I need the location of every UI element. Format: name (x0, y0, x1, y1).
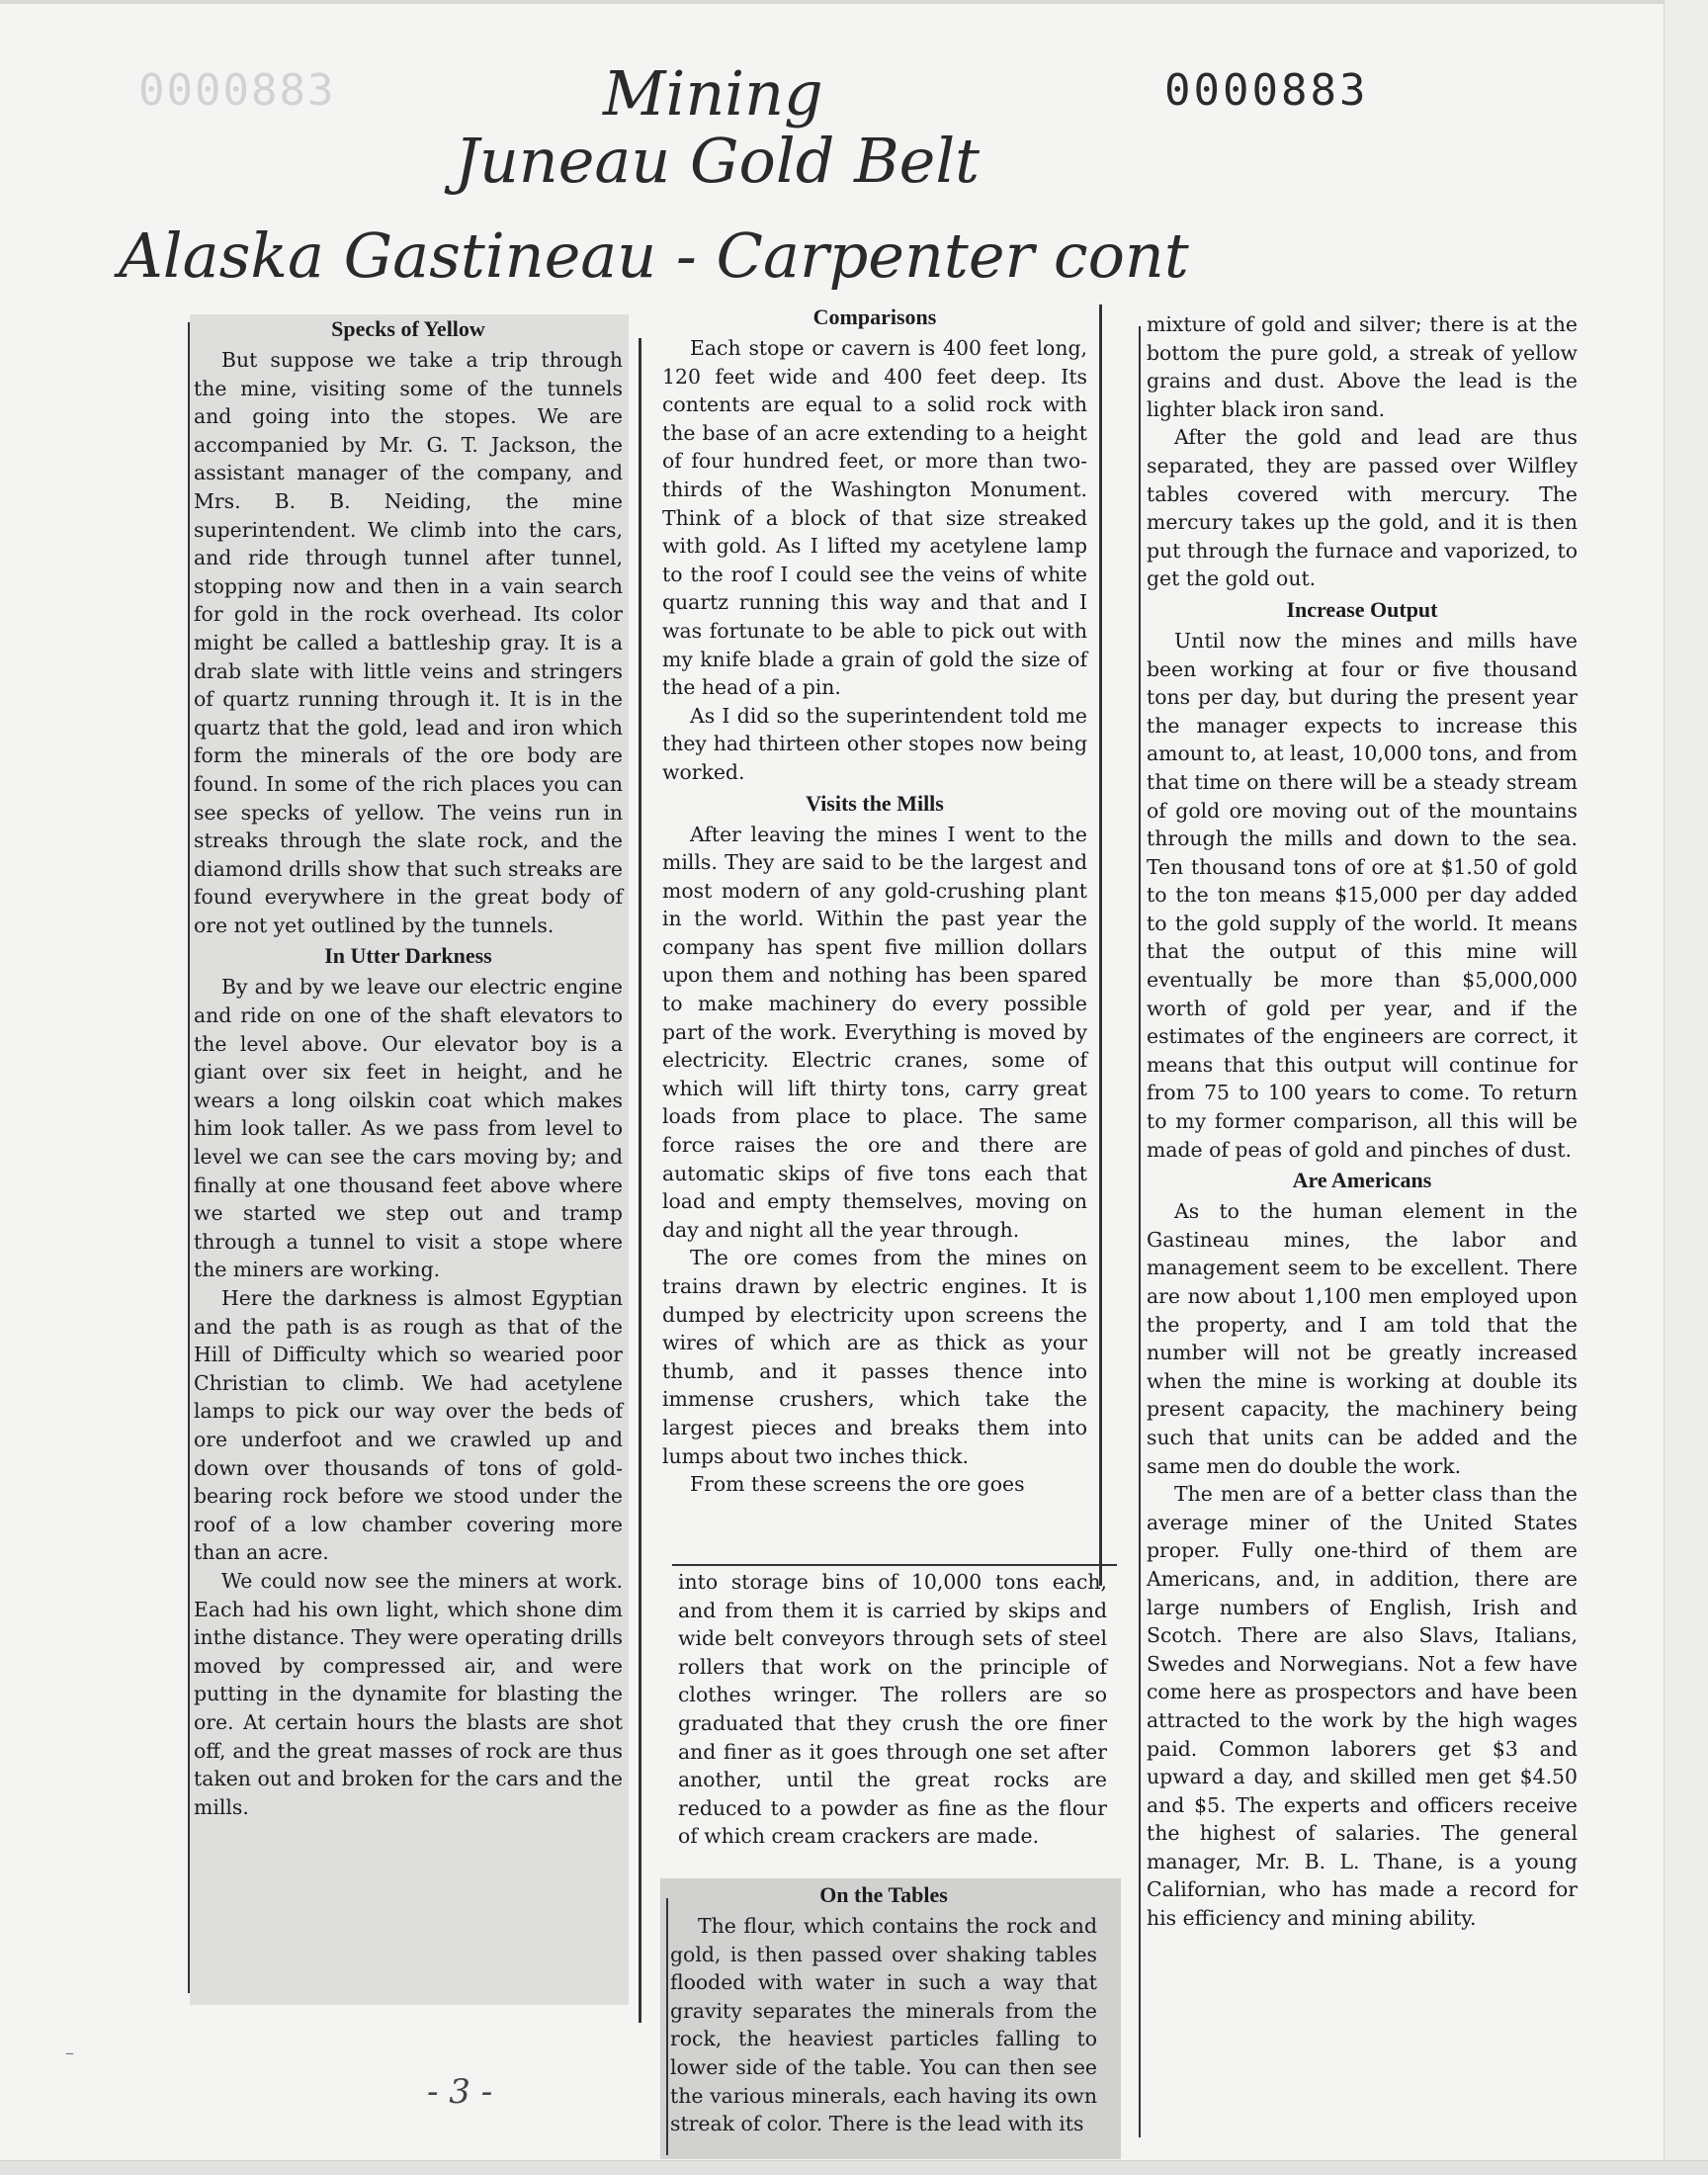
section-heading: Comparisons (812, 304, 937, 329)
paragraph: mixture of gold and silver; there is at the bottom the pure gold, a streak of yellow grains and dust. Above the lead is the lighter black iron sand. (1147, 312, 1578, 421)
paragraph: Each stope or cavern is 400 feet long, 120 feet wide and 400 feet deep. Its contents are equal to a solid rock with the base of an acre extending to a height of four hundred feet, or more than two-thirds of the Washington Monument. Think of a block of that size streaked with gold. As I lifted my acetylene lamp to the roof I could see the veins of white quartz running this way and that and I was fortunate to be able to pick out with my knife blade a grain of gold the size of the head of a pin. (662, 336, 1087, 700)
faded-archive-stamp: 0000883 (138, 65, 336, 116)
paragraph: into storage bins of 10,000 tons each, and from them it is carried by skips and wide belt conveyors through sets of steel rollers that work on the principle of clothes wringer. The rollers are so graduated that they crush the ore finer and finer as it goes through one set after another, until the great rocks are reduced to a powder as fine as the flour of which cream crackers are made. (678, 1570, 1107, 1849)
paragraph: The ore comes from the mines on trains drawn by electric engines. It is dumped by electricity upon screens the wires of which are as thick as your thumb, and it passes thence into immense crushers, which take the largest pieces and breaks them into lumps about two inches thick. (662, 1246, 1087, 1468)
paragraph: Here the darkness is almost Egyptian and the path is as rough as that of the Hill of Difficulty which so wearied poor Christian to climb. We had acetylene lamps to pick our way over the beds of ore underfoot and we crawled up and down over thousands of tons of gold-bearing rock before we stood under the roof of a low chamber covering more than an acre. (194, 1286, 623, 1565)
section-heading: Specks of Yellow (331, 316, 485, 341)
handwritten-note-alaska: Alaska Gastineau - Carpenter cont (119, 219, 1189, 292)
column-rule (639, 338, 641, 2023)
column-rule (1099, 304, 1102, 1586)
clipping-cut-line (672, 1564, 1117, 1566)
handwritten-note-juneau: Juneau Gold Belt (455, 125, 981, 197)
paragraph: After the gold and lead are thus separated, they are passed over Wilfley tables covered with mercury. The mercury takes up the gold, and it is then put through the furnace and vaporized, to get the gold out. (1147, 425, 1578, 591)
article-column-3 (1147, 310, 1578, 1933)
archive-number-stamp: 0000883 (1164, 65, 1369, 116)
paragraph: We could now see the miners at work. Each had his own light, which shone dim inthe distance. They were operating drills moved by compressed air, and were putting in the dynamite for blasting the ore. At certain hours the blasts are shot off, and the great masses of rock are thus taken out and broken for the cars and the mills. (194, 1568, 623, 1819)
column-rule (188, 322, 190, 1993)
handwritten-note-mining: Mining (603, 57, 823, 130)
page-edge-right (1664, 0, 1708, 2175)
paragraph: By and by we leave our electric engine and ride on one of the shaft elevators to the level above. Our elevator boy is a giant over six feet in height, and he wears a long oilskin coat which makes him look taller. As we pass from level to level we can see the cars moving by; and finally at one thousand feet above where we started we step out and tramp through a tunnel to visit a stope where the miners are working. (194, 975, 623, 1282)
paragraph: As I did so the superintendent told me they had thirteen other stopes now being worked. (662, 703, 1087, 784)
article-column-1 (194, 312, 623, 1821)
section-heading: In Utter Darkness (324, 943, 492, 969)
page-number: - 3 - (427, 2072, 493, 2112)
scan-mark: – (65, 2043, 74, 2063)
page-edge-bottom (0, 2160, 1708, 2175)
section-heading: On the Tables (819, 1882, 948, 1907)
article-column-2 (662, 301, 1087, 1499)
paragraph: The men are of a better class than the average miner of the United States proper. Fully one-third of them are Americans, and, in addition, there are large numbers of English, Irish and Scotch. There are also Slavs, Italians, Swedes and Norwegians. Not a few have come here as prospectors and have been attracted to the work by the high wages paid. Common laborers get $3 and upward a day, and skilled men get $4.50 and $5. The experts and officers receive the highest of salaries. The general manager, Mr. B. L. Thane, is a young Californian, who has made a record for his efficiency and mining ability. (1147, 1482, 1578, 1931)
section-heading: Are Americans (1292, 1168, 1432, 1193)
column-rule (1139, 326, 1141, 2137)
paragraph: From these screens the ore goes (690, 1472, 1025, 1497)
paragraph: But suppose we take a trip through the mine, visiting some of the tunnels and going into the stopes. We are accompanied by Mr. G. T. Jackson, the assistant manager of the company, and Mrs. B. B. Neiding, the mine superintendent. We climb into the cars, and ride through tunnel after tunnel, stopping now and then in a vain search for gold in the rock overhead. Its color might be called a battleship gray. It is a drab slate with little veins and stringers of quartz running through it. It is in the quartz that the gold, lead and iron which form the minerals of the ore body are found. In some of the rich places you can see specks of yellow. The veins run in streaks through the slate rock, and the diamond drills show that such streaks are found everywhere in the great body of ore not yet outlined by the tunnels. (194, 348, 623, 937)
paragraph: After leaving the mines I went to the mills. They are said to be the largest and most modern of any gold-crushing plant in the world. Within the past year the company has spent five million dollars upon them and nothing has been spared to make machinery do every possible part of the work. Everything is moved by electricity. Electric cranes, some of which will lift thirty tons, carry great loads from place to place. The same force raises the ore and there are automatic skips of five tons each that load and empty themselves, moving on day and night all the year through. (662, 822, 1087, 1242)
article-column-2-continued (678, 1568, 1107, 1851)
paragraph: As to the human element in the Gastineau mines, the labor and management seem to be excellent. There are now about 1,100 men employed upon the property, and I am told that the number will not be greatly increased when the mine is working at double its present capacity, the machinery being such that units can be added and the same men do double the work. (1147, 1199, 1578, 1478)
article-column-2-tables (670, 1878, 1097, 2138)
column-rule (666, 1898, 668, 2155)
section-heading: Visits the Mills (806, 790, 944, 816)
paragraph: Until now the mines and mills have been working at four or five thousand tons per day, but during the present year the manager expects to increase this amount to, at least, 10,000 tons, and from that time on there will be a steady stream of gold ore moving out of the mountains through the mills and down to the sea. Ten thousand tons of ore at $1.50 of gold to the ton means $15,000 per day added to the gold supply of the world. It means that the output of this mine will eventually be more than $5,000,000 worth of gold per year, and if the estimates of the engineers are correct, it means that this output will continue for from 75 to 100 years to come. To return to my former comparison, all this will be made of peas of gold and pinches of dust. (1147, 628, 1578, 1162)
page-edge-top (0, 0, 1708, 4)
section-heading: Increase Output (1286, 596, 1438, 622)
paragraph: The flour, which contains the rock and gold, is then passed over shaking tables flooded with water in such a way that gravity separates the minerals from the rock, the heaviest particles falling to lower side of the table. You can then see the various minerals, each having its own streak of color. There is the lead with its (670, 1914, 1097, 2136)
